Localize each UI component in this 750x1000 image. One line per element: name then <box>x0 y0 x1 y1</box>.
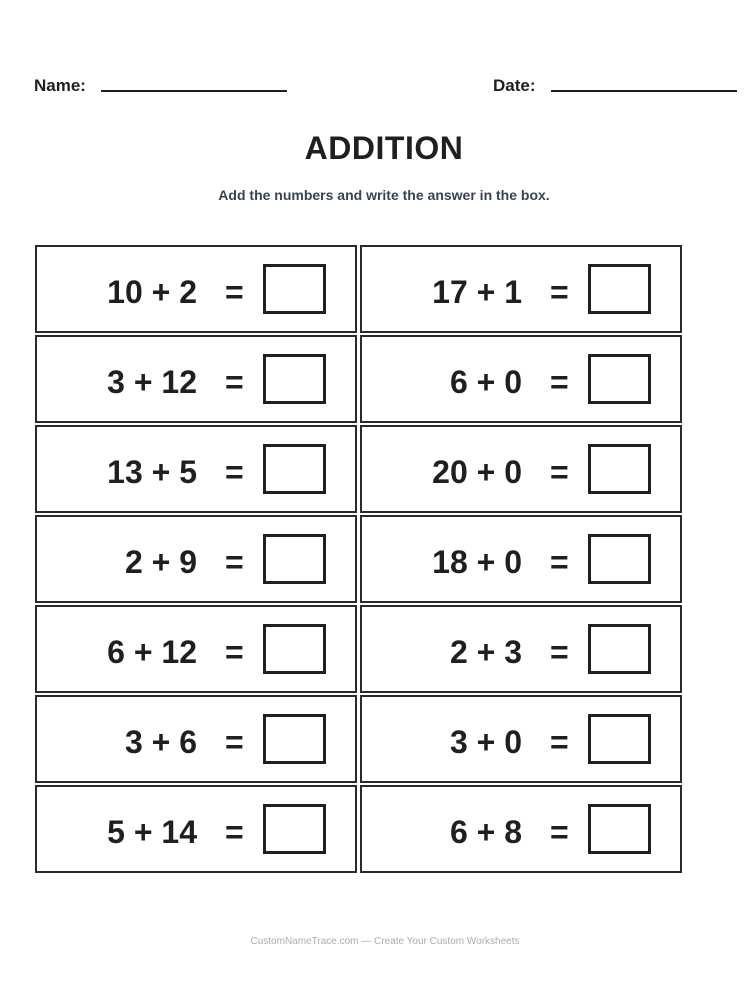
answer-box[interactable] <box>588 444 651 494</box>
name-field[interactable] <box>101 90 287 92</box>
problem-cell <box>35 245 357 333</box>
equals-sign: = <box>225 364 244 400</box>
equals-sign: = <box>550 544 569 580</box>
problem-expression: 6 + 0 <box>449 364 522 400</box>
equals-sign: = <box>550 724 569 760</box>
equals-sign: = <box>225 274 244 310</box>
answer-box[interactable] <box>588 804 651 854</box>
problem-cell <box>35 335 357 423</box>
problem-expression: 2 + 3 <box>449 634 522 670</box>
problem-cell <box>35 785 357 873</box>
problem-cell <box>360 335 682 423</box>
problem-expression: 13 + 5 <box>107 454 197 490</box>
equals-sign: = <box>550 634 569 670</box>
answer-box[interactable] <box>263 624 326 674</box>
answer-box[interactable] <box>263 534 326 584</box>
answer-box[interactable] <box>263 804 326 854</box>
answer-box[interactable] <box>588 354 651 404</box>
problem-cell <box>35 425 357 513</box>
equals-sign: = <box>550 274 569 310</box>
page-title: ADDITION <box>304 130 464 166</box>
problem-cell <box>360 515 682 603</box>
problem-expression: 20 + 0 <box>432 454 522 490</box>
problem-expression: 6 + 8 <box>449 814 522 850</box>
problem-cell <box>35 515 357 603</box>
equals-sign: = <box>550 454 569 490</box>
equals-sign: = <box>225 544 244 580</box>
answer-box[interactable] <box>263 714 326 764</box>
equals-sign: = <box>225 454 244 490</box>
date-label: Date: <box>493 76 536 95</box>
name-label: Name: <box>34 76 86 95</box>
problem-cell <box>360 695 682 783</box>
problem-expression: 3 + 6 <box>124 724 197 760</box>
answer-box[interactable] <box>588 534 651 584</box>
problem-expression: 18 + 0 <box>432 544 522 580</box>
footer-credit: CustomNameTrace.com — Create Your Custom Worksheets <box>250 936 520 947</box>
answer-box[interactable] <box>588 264 651 314</box>
equals-sign: = <box>225 724 244 760</box>
instructions: Add the numbers and write the answer in the box. <box>218 187 550 203</box>
answer-box[interactable] <box>588 714 651 764</box>
equals-sign: = <box>550 364 569 400</box>
equals-sign: = <box>225 634 244 670</box>
problem-expression: 17 + 1 <box>432 274 522 310</box>
date-field[interactable] <box>551 90 737 92</box>
problem-cell <box>360 605 682 693</box>
answer-box[interactable] <box>588 624 651 674</box>
problem-expression: 3 + 0 <box>449 724 522 760</box>
problem-cell <box>360 245 682 333</box>
equals-sign: = <box>225 814 244 850</box>
problem-expression: 5 + 14 <box>107 814 197 850</box>
problem-expression: 6 + 12 <box>107 634 197 670</box>
problem-cell <box>360 425 682 513</box>
equals-sign: = <box>550 814 569 850</box>
problem-cell <box>360 785 682 873</box>
answer-box[interactable] <box>263 264 326 314</box>
problem-expression: 10 + 2 <box>107 274 197 310</box>
answer-box[interactable] <box>263 444 326 494</box>
problem-expression: 2 + 9 <box>124 544 197 580</box>
problem-cell <box>35 605 357 693</box>
answer-box[interactable] <box>263 354 326 404</box>
problem-cell <box>35 695 357 783</box>
problem-expression: 3 + 12 <box>107 364 197 400</box>
problem-grid <box>35 245 682 873</box>
